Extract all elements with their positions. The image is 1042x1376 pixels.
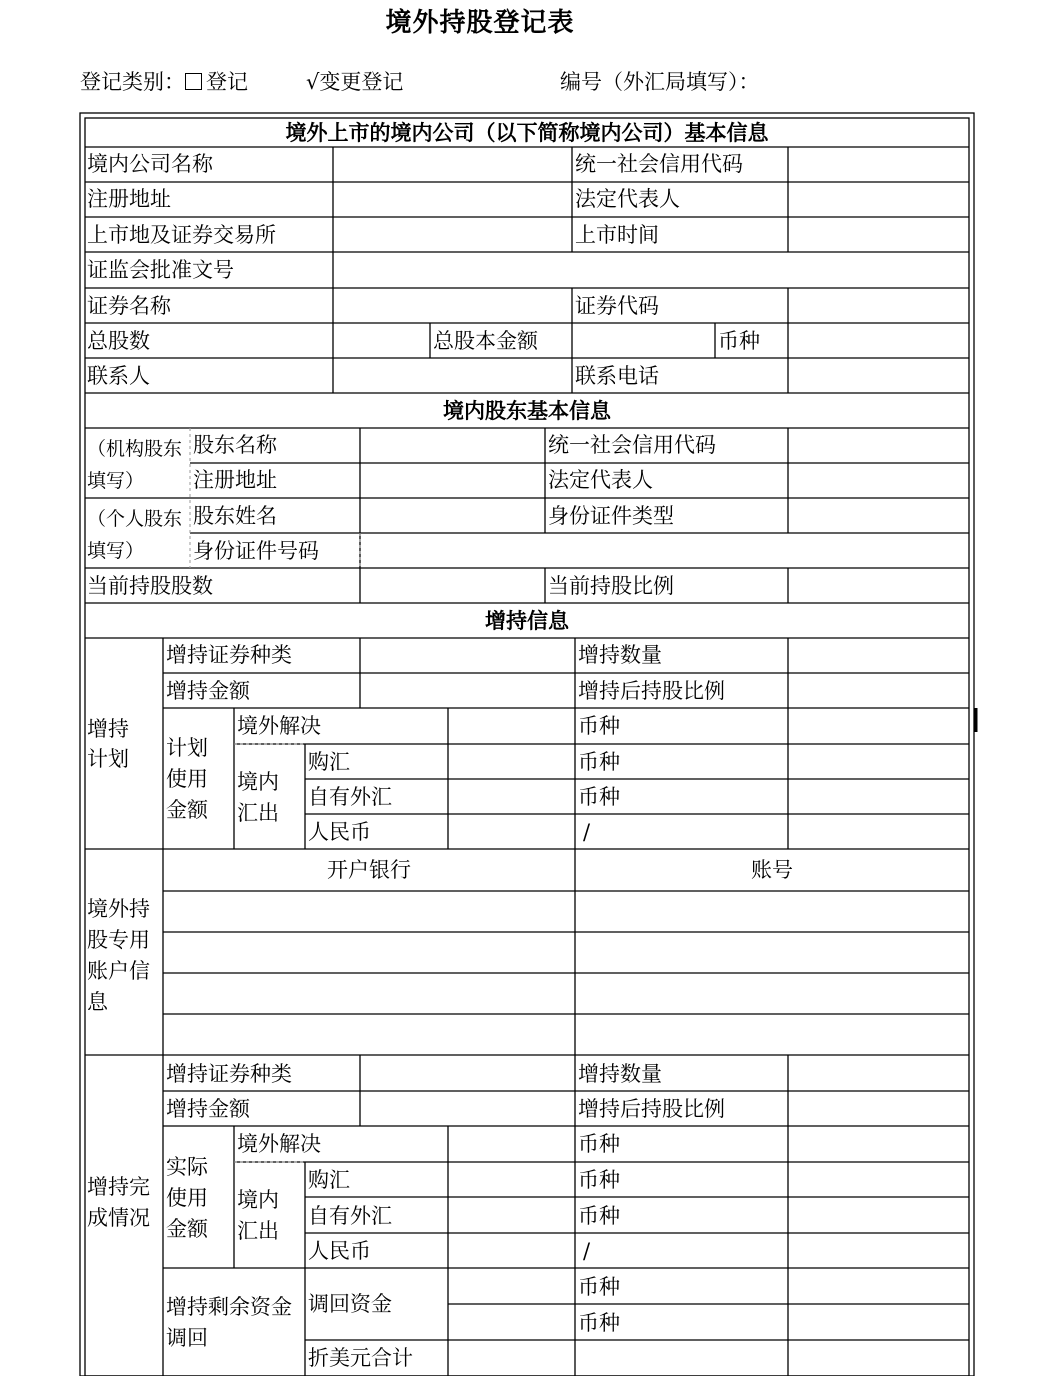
done-domestic-label: 境内汇出 — [237, 1188, 279, 1243]
institution-shareholder-label: （机构股东填写） — [87, 438, 183, 492]
done-currency-label-3: 币种 — [578, 1204, 620, 1228]
register-option-label: 登记 — [206, 70, 248, 94]
shareholder-legal-rep-label: 法定代表人 — [548, 468, 653, 492]
plan-quantity-label: 增持数量 — [578, 643, 662, 667]
total-shares-label: 总股数 — [87, 329, 150, 353]
csrc-approval-label: 证监会批准文号 — [87, 258, 234, 282]
plan-domestic-label: 境内汇出 — [237, 770, 279, 825]
serial-number-label: 编号（外汇局填写）： — [560, 70, 760, 94]
special-account-label: 境外持股专用账户信息 — [87, 897, 150, 1014]
category-label: 登记类别： — [80, 70, 185, 94]
repatriate-currency-label-1: 币种 — [578, 1275, 620, 1299]
contact-person-label: 联系人 — [87, 364, 150, 388]
remaining-funds-label: 增持剩余资金调回 — [166, 1295, 292, 1350]
currency-label: 币种 — [718, 329, 760, 353]
credit-code-label: 统一社会信用代码 — [575, 152, 743, 176]
increase-completion-label: 增持完成情况 — [87, 1175, 150, 1230]
plan-use-amount-label: 计划使用金额 — [166, 736, 208, 822]
company-section-header: 境外上市的境内公司（以下简称境内公司）基本信息 — [285, 120, 769, 145]
listing-place-label: 上市地及证券交易所 — [87, 223, 276, 247]
security-code-label: 证券代码 — [575, 294, 659, 318]
shareholder-name-label: 股东名称 — [193, 433, 277, 457]
repatriate-currency-label-2: 币种 — [578, 1311, 620, 1335]
done-quantity-label: 增持数量 — [578, 1062, 662, 1086]
security-name-label: 证券名称 — [87, 294, 171, 318]
done-overseas-label: 境外解决 — [237, 1132, 321, 1156]
plan-amount-label: 增持金额 — [166, 679, 250, 703]
repatriated-funds-label: 调回资金 — [308, 1292, 392, 1316]
done-rmb-label: 人民币 — [308, 1239, 371, 1263]
done-own-fx-label: 自有外汇 — [308, 1204, 392, 1228]
done-post-ratio-label: 增持后持股比例 — [578, 1097, 725, 1121]
shareholder-address-label: 注册地址 — [193, 468, 277, 492]
plan-slash: / — [583, 820, 591, 844]
individual-shareholder-label: （个人股东填写） — [87, 508, 183, 562]
registered-address-label: 注册地址 — [87, 187, 171, 211]
done-slash: / — [583, 1239, 591, 1263]
legal-representative-label: 法定代表人 — [575, 187, 680, 211]
done-purchase-fx-label: 购汇 — [308, 1168, 350, 1192]
page-title: 境外持股登记表 — [385, 8, 575, 38]
plan-currency-label-3: 币种 — [578, 785, 620, 809]
account-column-header: 账号 — [751, 858, 793, 882]
contact-phone-label: 联系电话 — [575, 364, 659, 388]
done-amount-label: 增持金额 — [166, 1097, 250, 1121]
done-currency-label-2: 币种 — [578, 1168, 620, 1192]
plan-post-ratio-label: 增持后持股比例 — [578, 679, 725, 703]
id-number-label: 身份证件号码 — [193, 539, 319, 563]
actual-use-amount-label: 实际使用金额 — [166, 1155, 208, 1241]
check-mark-icon[interactable]: √ — [306, 70, 320, 94]
plan-rmb-label: 人民币 — [308, 820, 371, 844]
inner-border — [85, 118, 969, 1376]
increase-section-header: 增持信息 — [485, 608, 569, 633]
id-type-label: 身份证件类型 — [548, 504, 674, 528]
current-shares-label: 当前持股股数 — [87, 574, 213, 598]
plan-currency-label-1: 币种 — [578, 714, 620, 738]
person-name-label: 股东姓名 — [193, 504, 277, 528]
listing-time-label: 上市时间 — [575, 223, 659, 247]
change-option-label: 变更登记 — [319, 70, 404, 94]
plan-overseas-label: 境外解决 — [237, 714, 321, 738]
company-name-label: 境内公司名称 — [87, 152, 213, 176]
usd-total-label: 折美元合计 — [308, 1346, 413, 1370]
shareholder-credit-code-label: 统一社会信用代码 — [548, 433, 716, 457]
plan-currency-label-2: 币种 — [578, 750, 620, 774]
plan-security-type-label: 增持证券种类 — [166, 643, 292, 667]
plan-own-fx-label: 自有外汇 — [308, 785, 392, 809]
bank-column-header: 开户银行 — [327, 858, 411, 882]
done-security-type-label: 增持证券种类 — [166, 1062, 292, 1086]
total-capital-label: 总股本金额 — [433, 329, 538, 353]
done-currency-label-1: 币种 — [578, 1132, 620, 1156]
current-ratio-label: 当前持股比例 — [548, 574, 674, 598]
increase-plan-label: 增持计划 — [87, 717, 129, 771]
plan-purchase-fx-label: 购汇 — [308, 750, 350, 774]
shareholder-section-header: 境内股东基本信息 — [443, 398, 611, 423]
